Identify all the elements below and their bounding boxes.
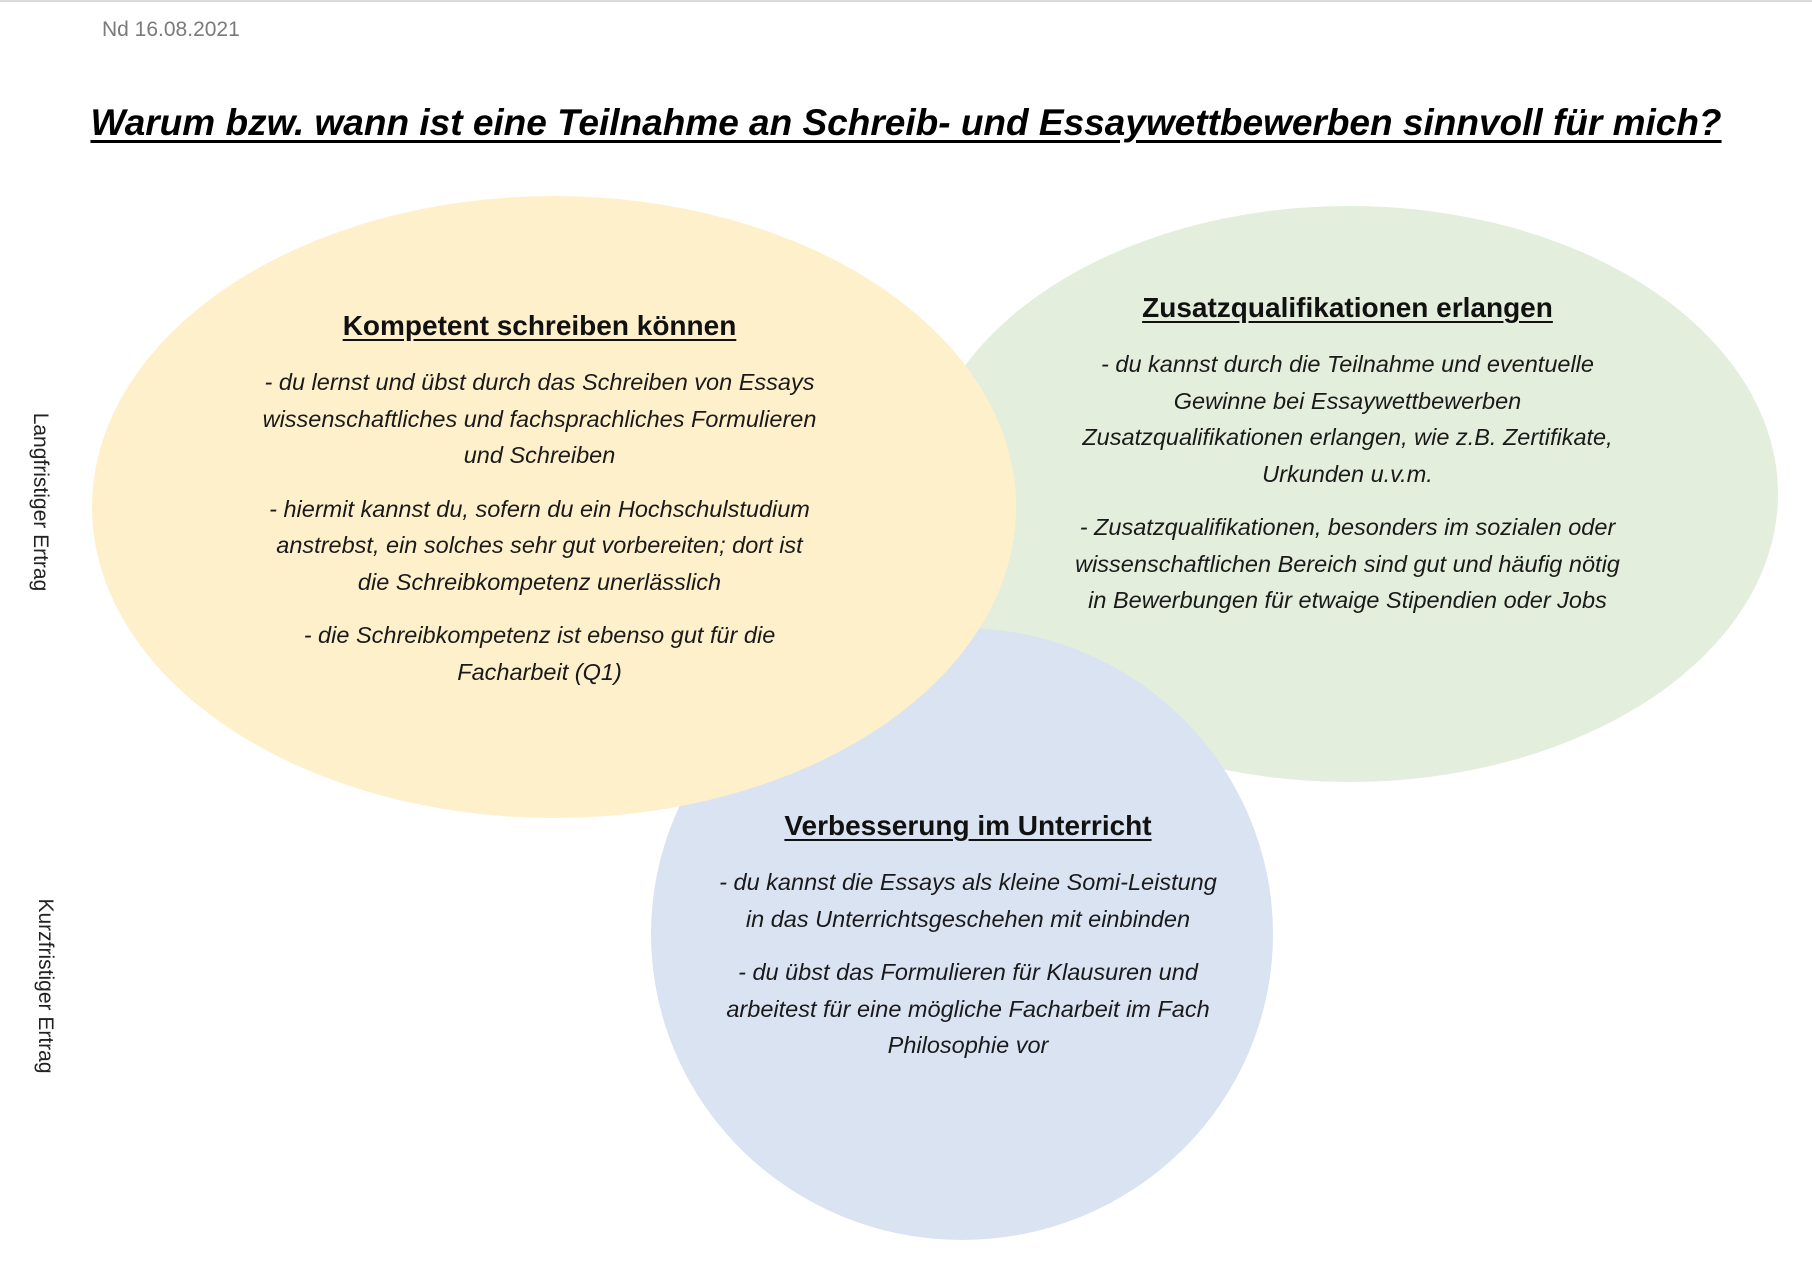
classroom-circle-content — [708, 810, 1228, 1081]
top-rule — [0, 0, 1812, 2]
qualifications-point: - Zusatzqualifikationen, besonders im sozialen oder wissenschaftlichen Bereich sind gut und häufig nötig in Bewerbungen für etwaige Stipendien oder Jobs — [1075, 514, 1620, 613]
writing-point: - hiermit kannst du, sofern du ein Hochschulstudium anstrebst, ein solches sehr gut vorbereiten; dort ist die Schreibkompetenz unerlässlich — [269, 495, 810, 595]
classroom-point: - du kannst die Essays als kleine Somi-Leistung in das Unterrichtsgeschehen mit einbinden — [719, 869, 1217, 932]
classroom-point: - du übst das Formulieren für Klausuren und arbeitest für eine mögliche Facharbeit im Fach Philosophie vor — [726, 959, 1210, 1058]
axis-label-short-term: Kurzfristiger Ertrag — [34, 898, 57, 1074]
writing-point: - die Schreibkompetenz ist ebenso gut für die Facharbeit (Q1) — [303, 622, 776, 685]
qualifications-circle-heading: Zusatzqualifikationen erlangen — [1142, 292, 1553, 323]
axis-label-long-term: Langfristiger Ertrag — [29, 412, 52, 592]
document-date: Nd 16.08.2021 — [102, 18, 240, 41]
qualifications-point: - du kannst durch die Teilnahme und eventuelle Gewinne bei Essaywettbewerben Zusatzqualifikationen erlangen, wie z.B. Zertifikate, Urkunden u.v.m. — [1082, 351, 1613, 487]
qualifications-circle-content — [1075, 292, 1620, 636]
writing-point: - du lernst und übst durch das Schreiben von Essays wissenschaftliches und fachsprachliches Formulieren und Schreiben — [262, 369, 817, 468]
page-title: Warum bzw. wann ist eine Teilnahme an Schreib- und Essaywettbewerben sinnvoll für mich? — [90, 102, 1722, 143]
writing-circle-heading: Kompetent schreiben können — [342, 310, 737, 341]
classroom-circle-heading: Verbesserung im Unterricht — [784, 810, 1152, 841]
writing-circle-content — [262, 310, 817, 707]
